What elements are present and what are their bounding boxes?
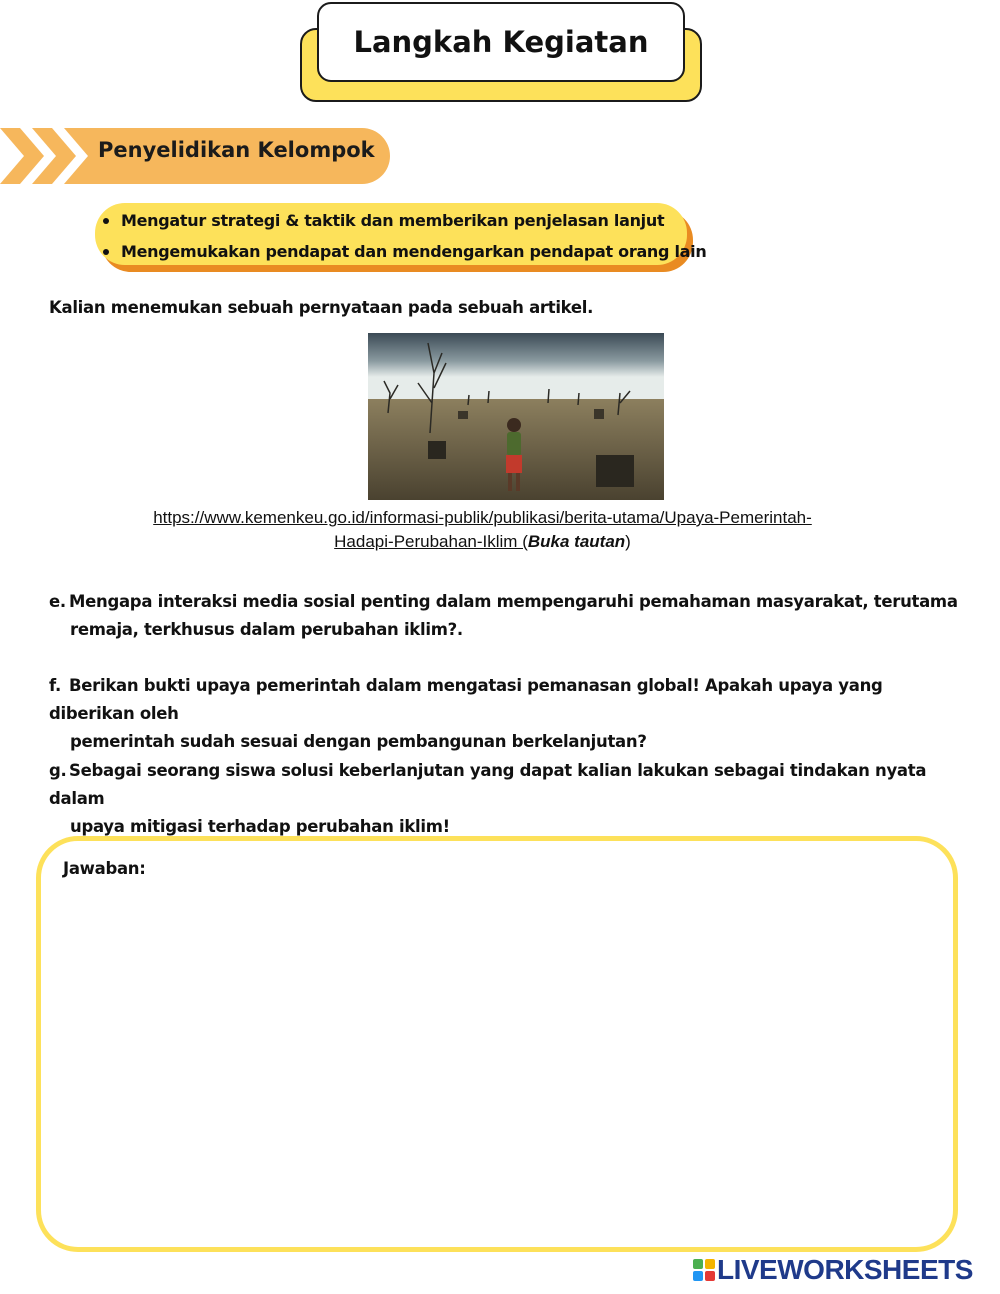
page-title: Langkah Kegiatan	[353, 25, 649, 59]
close-paren: )	[625, 532, 631, 551]
source-url-line2[interactable]: Hadapi-Perubahan-Iklim (	[334, 532, 528, 551]
brand-name: LIVEWORKSHEETS	[717, 1254, 973, 1285]
source-url-line1[interactable]: https://www.kemenkeu.go.id/informasi-publik/publikasi/berita-utama/Upaya-Pemerintah-	[153, 508, 812, 527]
question-text: Sebagai seorang siswa solusi keberlanjutan yang dapat kalian lakukan sebagai tindakan nyata dalam	[49, 761, 927, 808]
intro-text: Kalian menemukan sebuah pernyataan pada sebuah artikel.	[49, 298, 594, 317]
goals-list	[95, 205, 707, 267]
question-letter: e.	[49, 592, 66, 611]
question-letter: g.	[49, 761, 67, 780]
question-f	[49, 672, 969, 756]
section-title: Penyelidikan Kelompok	[98, 138, 375, 162]
source-link-block	[80, 506, 885, 554]
open-link-label[interactable]: Buka tautan	[527, 532, 626, 551]
goals-box	[95, 203, 707, 265]
question-text-cont: pemerintah sudah sesuai dengan pembangunan berkelanjutan?	[70, 732, 647, 751]
question-e	[49, 588, 969, 644]
goal-item: Mengatur strategi & taktik dan memberikan penjelasan lanjut	[121, 205, 687, 236]
answer-label: Jawaban:	[63, 859, 146, 878]
logo-icon	[693, 1259, 715, 1281]
title-card	[317, 2, 685, 82]
answer-box[interactable]	[36, 836, 958, 1252]
question-text: Berikan bukti upaya pemerintah dalam mengatasi pemanasan global! Apakah upaya yang diberikan oleh	[49, 676, 883, 723]
chevron-1-icon	[0, 128, 44, 184]
question-text-cont: remaja, terkhusus dalam perubahan iklim?.	[70, 620, 463, 639]
question-g	[49, 757, 969, 841]
liveworksheets-logo[interactable]	[693, 1254, 993, 1286]
question-text-cont: upaya mitigasi terhadap perubahan iklim!	[70, 817, 450, 836]
question-text: Mengapa interaksi media sosial penting dalam mempengaruhi pemahaman masyarakat, terutama	[69, 592, 958, 611]
question-letter: f.	[49, 676, 61, 695]
article-photo	[368, 333, 664, 500]
goal-item: Mengemukakan pendapat dan mendengarkan pendapat orang lain	[121, 236, 687, 267]
